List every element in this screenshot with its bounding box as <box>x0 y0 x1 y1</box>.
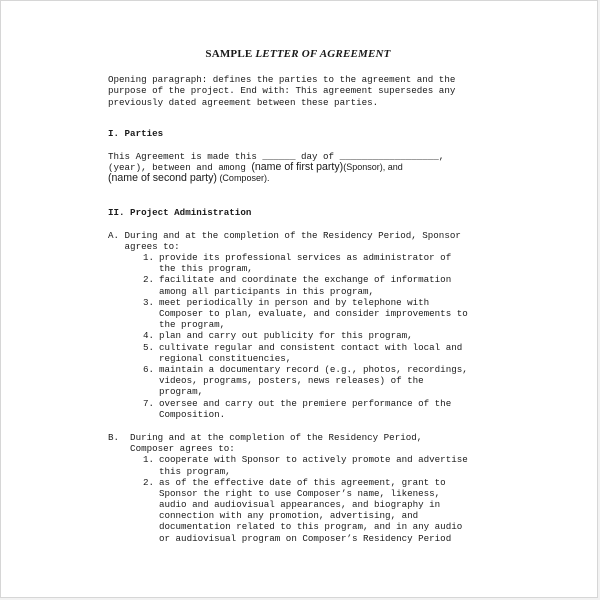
section-b-intro-line: Composer agrees to: <box>108 443 235 455</box>
document-content <box>108 49 488 544</box>
list-item-number: 1. <box>142 454 154 466</box>
parties-line-3 <box>108 173 488 184</box>
list-item-line: the this program, <box>159 263 253 275</box>
list-item-text <box>159 364 468 398</box>
list-item-line: oversee and carry out the premiere performance of the <box>159 397 452 409</box>
parties-line-1: This Agreement is made this ______ day of __________________, <box>108 150 445 162</box>
list-item-text <box>159 342 462 364</box>
section-a-intro-line: A. During and at the completion of the Residency Period, Sponsor <box>108 229 461 241</box>
opening-line: Opening paragraph: defines the parties to the agreement and the <box>108 74 456 86</box>
list-item-line: audio and audiovisual appearances, and biography in <box>159 499 441 511</box>
list-item-line: Composition. <box>159 408 226 420</box>
list-item-line: or audiovisual program on Composer’s Residency Period <box>159 532 452 544</box>
list-item <box>108 454 488 476</box>
list-item-line: cultivate regular and consistent contact with local and <box>159 341 463 353</box>
opening-line: purpose of the project. End with: This agreement supersedes any <box>108 85 456 97</box>
section-heading-project-administration: II. Project Administration <box>108 206 252 218</box>
list-item-text <box>159 330 413 341</box>
list-item-text <box>159 252 451 274</box>
list-item-line: regional constituencies, <box>159 352 292 364</box>
list-item-number: 2. <box>142 476 154 488</box>
list-item <box>108 477 488 544</box>
composer-label: (Composer). <box>216 173 270 184</box>
list-item-line: facilitate and coordinate the exchange of information <box>159 274 452 286</box>
list-item <box>108 364 488 398</box>
list-item <box>108 252 488 274</box>
list-item-number: 7. <box>142 397 154 409</box>
title-italic: LETTER OF AGREEMENT <box>255 48 391 60</box>
section-a-list <box>108 252 488 420</box>
list-item-line: provide its professional services as administrator of <box>159 252 452 264</box>
document-title <box>108 49 488 60</box>
list-item-number: 6. <box>142 364 154 375</box>
list-item-line: among all participants in this program, <box>159 285 375 297</box>
list-item <box>108 297 488 331</box>
list-item-number: 1. <box>142 252 154 264</box>
sponsor-label: (Sponsor), and <box>343 162 403 173</box>
list-item-line: videos, programs, posters, news releases) of the <box>159 375 424 387</box>
list-item-text <box>159 454 468 476</box>
section-a <box>108 230 488 420</box>
list-item <box>108 342 488 364</box>
list-item-text <box>159 477 462 544</box>
parties-year-text: (year), between and among <box>108 162 252 174</box>
opening-line: previously dated agreement between these parties. <box>108 96 379 108</box>
list-item-line: this program, <box>159 465 231 477</box>
list-item-text <box>159 398 451 420</box>
list-item-line: plan and carry out publicity for this program, <box>159 330 413 342</box>
opening-paragraph <box>108 74 488 108</box>
list-item-text <box>159 274 451 296</box>
section-b-list <box>108 454 488 544</box>
list-item-line: maintain a documentary record (e.g., photos, recordings, <box>159 364 468 375</box>
list-item-number: 4. <box>142 330 154 342</box>
second-party-placeholder: (name of second party) <box>108 172 217 185</box>
section-b-intro-line: B. During and at the completion of the Residency Period, <box>108 431 423 443</box>
list-item-line: connection with any promotion, advertising, and <box>159 510 419 522</box>
section-a-intro-line: agrees to: <box>108 240 180 252</box>
title-plain: SAMPLE <box>205 48 256 60</box>
list-item-number: 5. <box>142 341 154 353</box>
section-b <box>108 432 488 544</box>
parties-paragraph <box>108 151 488 185</box>
list-item-line: Sponsor the right to use Composer’s name, likeness, <box>159 487 441 499</box>
list-item-line: meet periodically in person and by telephone with <box>159 296 430 308</box>
list-item-number: 3. <box>142 296 154 308</box>
list-item-line: cooperate with Sponsor to actively promote and advertise <box>159 454 468 466</box>
section-heading-parties: I. Parties <box>108 127 164 139</box>
list-item-line: program, <box>159 386 204 398</box>
list-item <box>108 330 488 341</box>
list-item-line: Composer to plan, evaluate, and consider improvements to <box>159 308 468 320</box>
list-item-line: as of the effective date of this agreement, grant to <box>159 476 446 488</box>
list-item-text <box>159 297 468 331</box>
list-item <box>108 274 488 296</box>
list-item-line: documentation related to this program, and in any audio <box>159 521 463 533</box>
list-item <box>108 398 488 420</box>
list-item-line: the program, <box>159 319 226 331</box>
first-party-placeholder: (name of first party) <box>251 161 344 174</box>
list-item-number: 2. <box>142 274 154 286</box>
